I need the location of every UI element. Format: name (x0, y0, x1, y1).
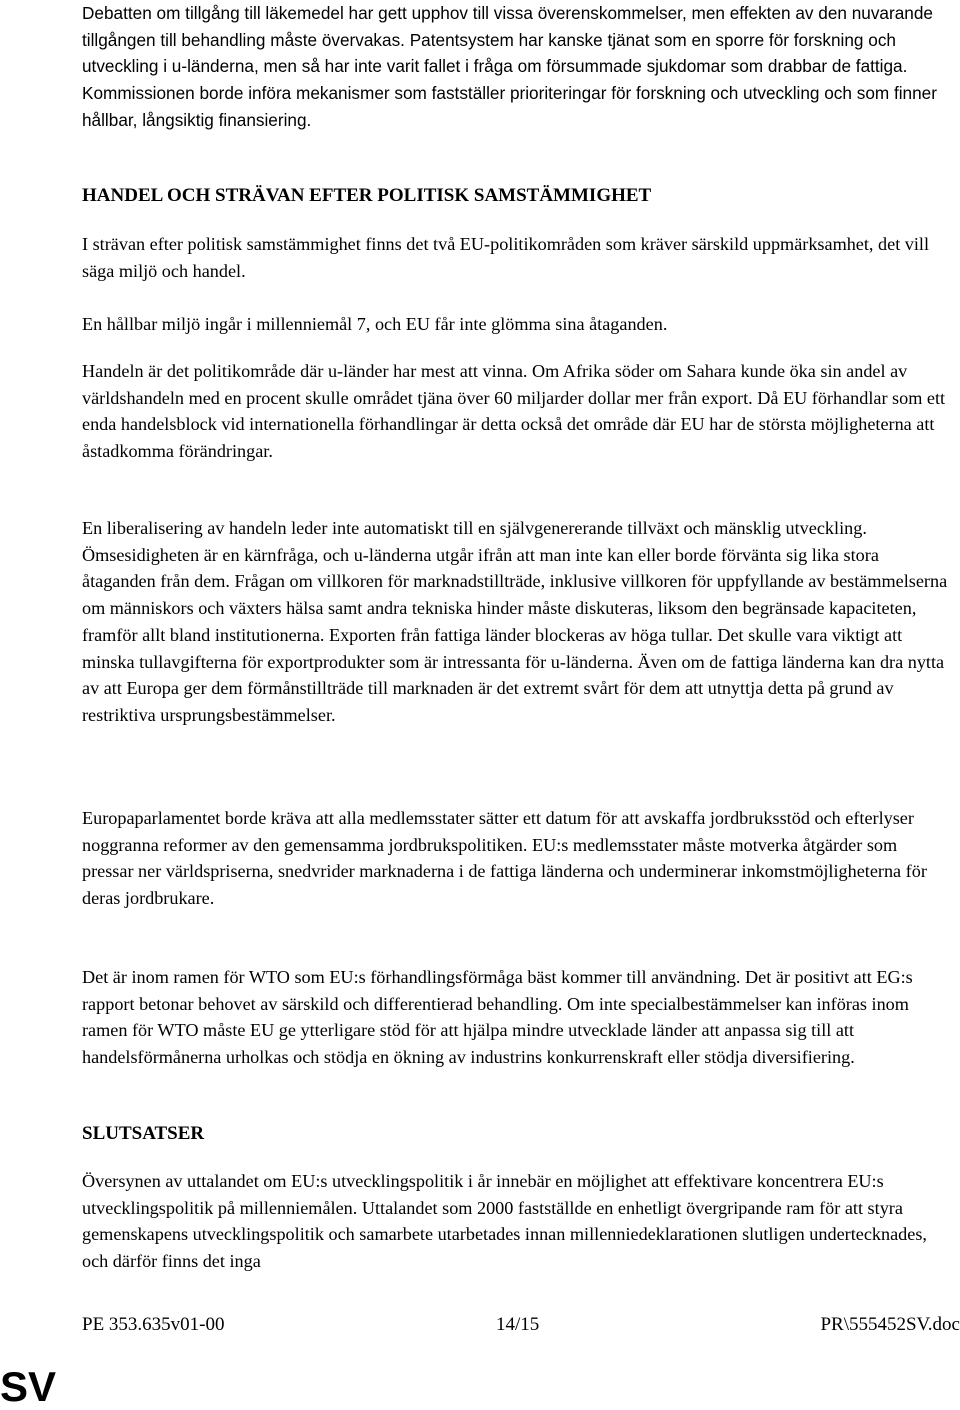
paragraph-liberalisation: En liberalisering av handeln leder inte automatiskt till en självgenererande tillväxt och mänsklig utveckling. Ömsesidigheten är en kärnfråga, och u-länderna utgår ifrån att man inte kan eller borde förvänta sig lika stora åtaganden från dem. Frågan om villkoren för marknadstillträde, inklusive villkoren för uppfyllande av bestämmelserna om människors och växters hälsa samt andra tekniska hinder måste diskuteras, liksom den begränsade kapaciteten, framför allt bland institutionerna. Exporten från fattiga länder blockeras av höga tullar. Det skulle vara viktigt att minska tullavgifterna för exportprodukter som är intressanta för u-länderna. Även om de fattiga länderna kan dra nytta av att Europa ger dem förmånstillträde till marknaden är det extremt svårt för dem att utnyttja detta på grund av restriktiva ursprungsbestämmelser. (82, 518, 948, 725)
paragraph-environment: En hållbar miljö ingår i millenniemål 7, och EU får inte glömma sina åtaganden. (82, 314, 668, 334)
section-heading-trade: HANDEL OCH STRÄVAN EFTER POLITISK SAMSTÄMMIGHET (82, 185, 652, 206)
footer-doc-ref: PE 353.635v01-00 (82, 1314, 225, 1335)
section-heading-conclusions: SLUTSATSER (82, 1123, 205, 1144)
paragraph-agriculture: Europaparlamentet borde kräva att alla medlemsstater sätter ett datum för att avskaffa jordbruksstöd och efterlyser noggranna reformer av den gemensamma jordbrukspolitiken. EU:s medlemsstater måste motverka åtgärder som pressar ner världspriserna, snedvrider marknaderna i de fattiga länderna och underminerar inkomstmöjligheterna för deras jordbrukare. (82, 808, 927, 909)
footer-file-name: PR\555452SV.doc (820, 1314, 960, 1335)
language-code: SV (0, 1363, 57, 1410)
paragraph-conclusions: Översynen av uttalandet om EU:s utvecklingspolitik i år innebär en möjlighet att effektivare koncentrera EU:s utvecklingspolitik på millenniemålen. Uttalandet som 2000 fastställde en enhetligt övergripande ram för att styra gemenskapens utvecklingspolitik och samarbete utarbetades innan millenniedeklarationen slutligen undertecknades, och därför finns det inga (82, 1171, 927, 1272)
paragraph-coherence: I strävan efter politisk samstämmighet finns det två EU-politikområden som kräver särskild uppmärksamhet, det vill säga miljö och handel. (82, 234, 930, 281)
footer-page-number: 14/15 (496, 1314, 540, 1335)
intro-paragraph (82, 0, 950, 134)
paragraph-trade: Handeln är det politikområde där u-länder har mest att vinna. Om Afrika söder om Sahara kunde öka sin andel av världshandeln med en procent skulle området tjäna över 60 miljarder dollar mer från export. Då EU förhandlar som ett enda handelsblock vid internationella förhandlingar är detta också det område där EU har de största möjligheterna att åstadkomma förändringar. (82, 361, 946, 462)
intro-text-part2: Kommissionen borde införa mekanismer som fastställer prioriteringar för forskning och utveckling och som finner hållbar, långsiktig finansiering. (82, 83, 937, 130)
intro-text-part1: Debatten om tillgång till läkemedel har gett upphov till vissa överenskommelser, men effekten av den nuvarande tillgången till behandling måste övervakas. Patentsystem har kanske tjänat som en sporre för forskning och utveckling i u-länderna, men så har inte varit fallet i fråga om försummade sjukdomar som drabbar de fattiga. (82, 3, 933, 77)
paragraph-wto: Det är inom ramen för WTO som EU:s förhandlingsförmåga bäst kommer till användning. Det är positivt att EG:s rapport betonar behovet av särskild och differentierad behandling. Om inte specialbestämmelser kan införas inom ramen för WTO måste EU ge ytterligare stöd för att hjälpa mindre utvecklade länder att anpassa sig till att handelsförmånerna urholkas och stödja en ökning av industrins konkurrenskraft eller stödja diversifiering. (82, 967, 913, 1068)
